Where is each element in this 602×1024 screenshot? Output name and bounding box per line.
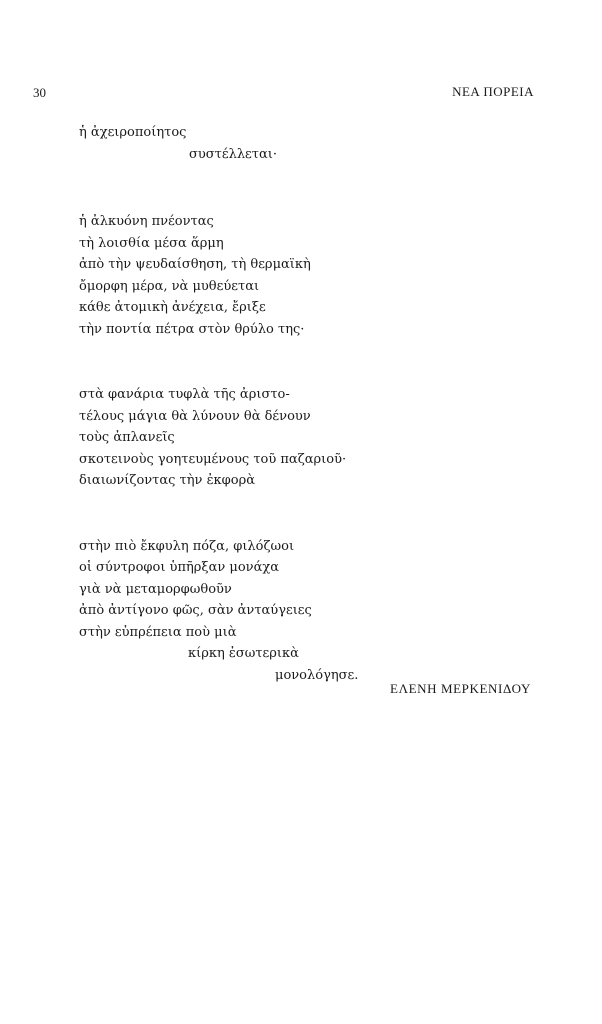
stanza-1 — [79, 122, 539, 165]
poem-line: κίρκη ἐσωτερικὰ — [188, 646, 299, 661]
poem-line: τέλους μάγια θὰ λύνουν θὰ δένουν — [79, 408, 311, 424]
poem-line: σκοτεινοὺς γοητευμένους τοῦ παζαριοῦ· — [79, 451, 347, 467]
stanza-2 — [79, 211, 539, 340]
poem-line: τὴ λοισθία μέσα ἅρμη — [79, 235, 224, 251]
poem-line: οἱ σύντροφοι ὑπῆρξαν μονάχα — [79, 560, 280, 575]
poem-line: τοὺς ἀπλανεῖς — [79, 430, 175, 445]
poem-line: ἡ ἀλκυόνη πνέοντας — [79, 214, 214, 229]
poem-line: κάθε ἀτομικὴ ἀνέχεια, ἔριξε — [79, 300, 266, 315]
poem-line: διαιωνίζοντας τὴν ἐκφορὰ — [79, 473, 256, 488]
poem-line: μονολόγησε. — [275, 667, 359, 683]
poem-line: τὴν ποντία πέτρα στὸν θρύλο της· — [79, 321, 305, 337]
poem-line: ὄμορφη μέρα, νὰ μυθεύεται — [79, 278, 260, 294]
poem-line: ἡ ἀχειροποίητος — [79, 125, 187, 140]
page-number: 30 — [33, 85, 46, 100]
stanza-3 — [79, 384, 539, 492]
poem-line: ἀπὸ ἀντίγονο φῶς, σὰν ἀνταύγειες — [79, 603, 312, 618]
poem-line: στὴν πιὸ ἔκφυλη πόζα, φιλόζωοι — [79, 538, 295, 554]
journal-title: ΝΕΑ ΠΟΡΕΙΑ — [452, 84, 534, 99]
poem — [79, 122, 539, 730]
author-name: ΕΛΕΝΗ ΜΕΡΚΕΝΙΔΟΥ — [390, 681, 531, 696]
poem-line: ἀπὸ τὴν ψευδαίσθηση, τὴ θερμαϊκὴ — [79, 257, 311, 272]
poem-line: στὴν εὐπρέπεια ποὺ μιὰ — [79, 624, 237, 640]
stanza-4 — [79, 536, 539, 687]
poem-line: στὰ φανάρια τυφλὰ τῆς ἀριστο- — [79, 387, 290, 402]
poem-line: συστέλλεται· — [189, 146, 277, 162]
poem-line: γιὰ νὰ μεταμορφωθοῦν — [79, 581, 232, 597]
